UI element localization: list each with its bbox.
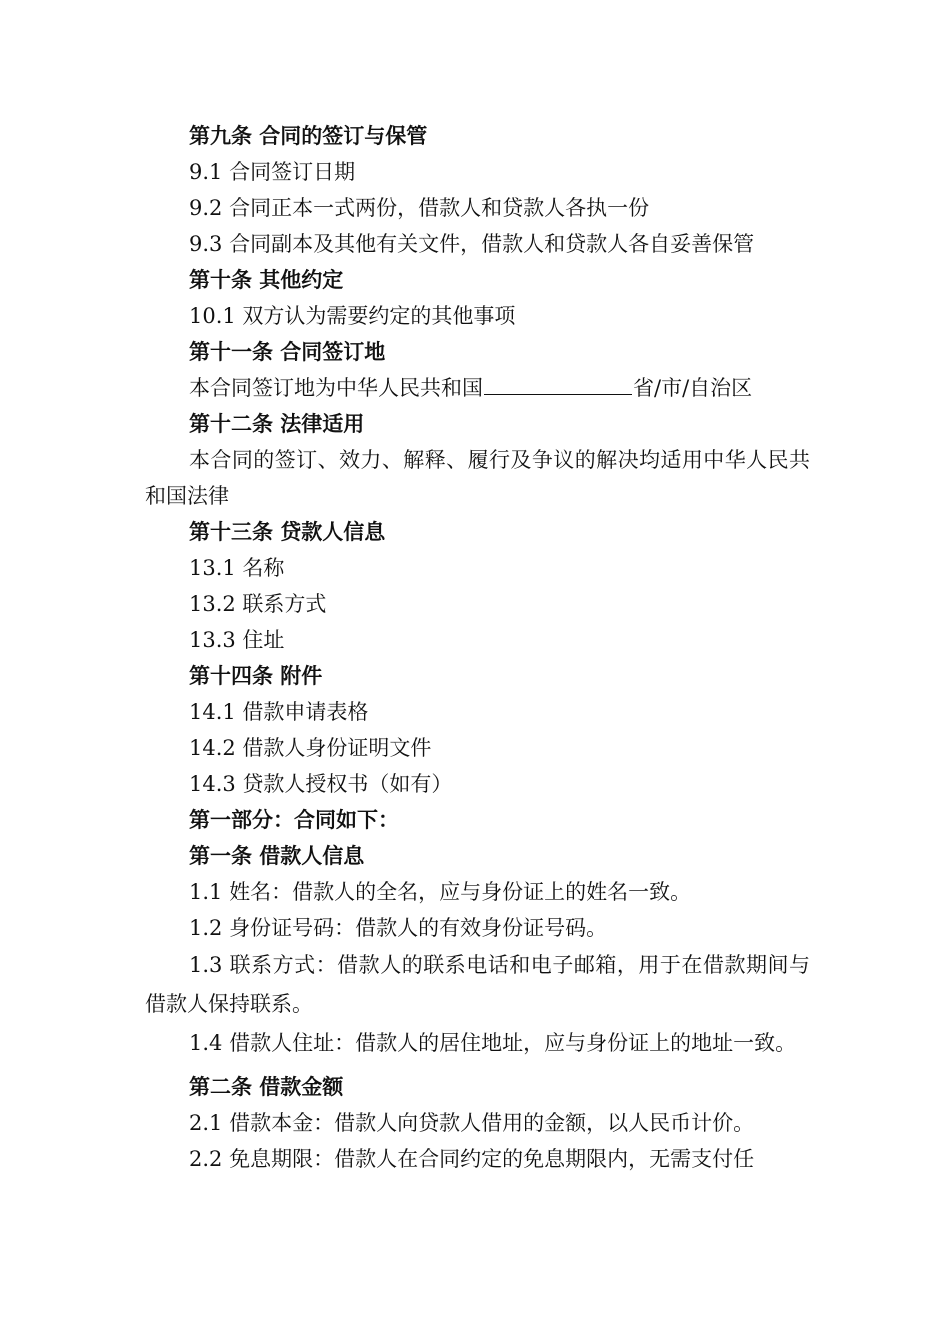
article-9-item-2: 9.2 合同正本一式两份，借款人和贷款人各执一份 bbox=[189, 196, 650, 220]
signing-place-blank bbox=[484, 372, 632, 395]
article-14-item-2: 14.2 借款人身份证明文件 bbox=[189, 736, 432, 760]
part-1-heading: 第一部分：合同如下： bbox=[189, 808, 399, 832]
article-12-heading: 第十二条 法律适用 bbox=[189, 412, 365, 436]
article-12-text: 本合同的签订、效力、解释、履行及争议的解决均适用中华人民共和国法律 bbox=[145, 448, 810, 508]
article-13-item-2: 13.2 联系方式 bbox=[189, 592, 327, 616]
part1-article-1-item-1: 1.1 姓名：借款人的全名，应与身份证上的姓名一致。 bbox=[189, 880, 692, 904]
part1-article-1-item-2: 1.2 身份证号码：借款人的有效身份证号码。 bbox=[189, 916, 608, 940]
signing-place-prefix: 本合同签订地为中华人民共和国 bbox=[189, 376, 483, 400]
article-11-heading: 第十一条 合同签订地 bbox=[189, 340, 386, 364]
signing-place-suffix: 省/市/自治区 bbox=[633, 376, 753, 400]
article-10-item-1: 10.1 双方认为需要约定的其他事项 bbox=[189, 304, 516, 328]
part1-article-1-item-4: 1.4 借款人住址：借款人的居住地址，应与身份证上的地址一致。 bbox=[189, 1031, 797, 1055]
article-13-heading: 第十三条 贷款人信息 bbox=[189, 520, 386, 544]
article-13-item-3: 13.3 住址 bbox=[189, 628, 285, 652]
article-13-item-1: 13.1 名称 bbox=[189, 556, 285, 580]
article-10-heading: 第十条 其他约定 bbox=[189, 268, 344, 292]
article-14-heading: 第十四条 附件 bbox=[189, 664, 323, 688]
part1-article-2-item-1: 2.1 借款本金：借款人向贷款人借用的金额，以人民币计价。 bbox=[189, 1111, 755, 1135]
article-14-item-3: 14.3 贷款人授权书（如有） bbox=[189, 772, 453, 796]
article-14-item-1: 14.1 借款申请表格 bbox=[189, 700, 369, 724]
contract-page bbox=[145, 118, 810, 1177]
part1-article-2-item-2: 2.2 免息期限：借款人在合同约定的免息期限内，无需支付任 bbox=[189, 1147, 755, 1171]
article-9-item-1: 9.1 合同签订日期 bbox=[189, 160, 356, 184]
part1-article-1-item-3: 1.3 联系方式：借款人的联系电话和电子邮箱，用于在借款期间与借款人保持联系。 bbox=[145, 953, 810, 1016]
part1-article-2-heading: 第二条 借款金额 bbox=[189, 1075, 344, 1099]
article-9-item-3: 9.3 合同副本及其他有关文件，借款人和贷款人各自妥善保管 bbox=[189, 232, 755, 256]
part1-article-1-heading: 第一条 借款人信息 bbox=[189, 844, 365, 868]
article-11-text bbox=[145, 370, 810, 406]
article-9-heading: 第九条 合同的签订与保管 bbox=[189, 124, 428, 148]
